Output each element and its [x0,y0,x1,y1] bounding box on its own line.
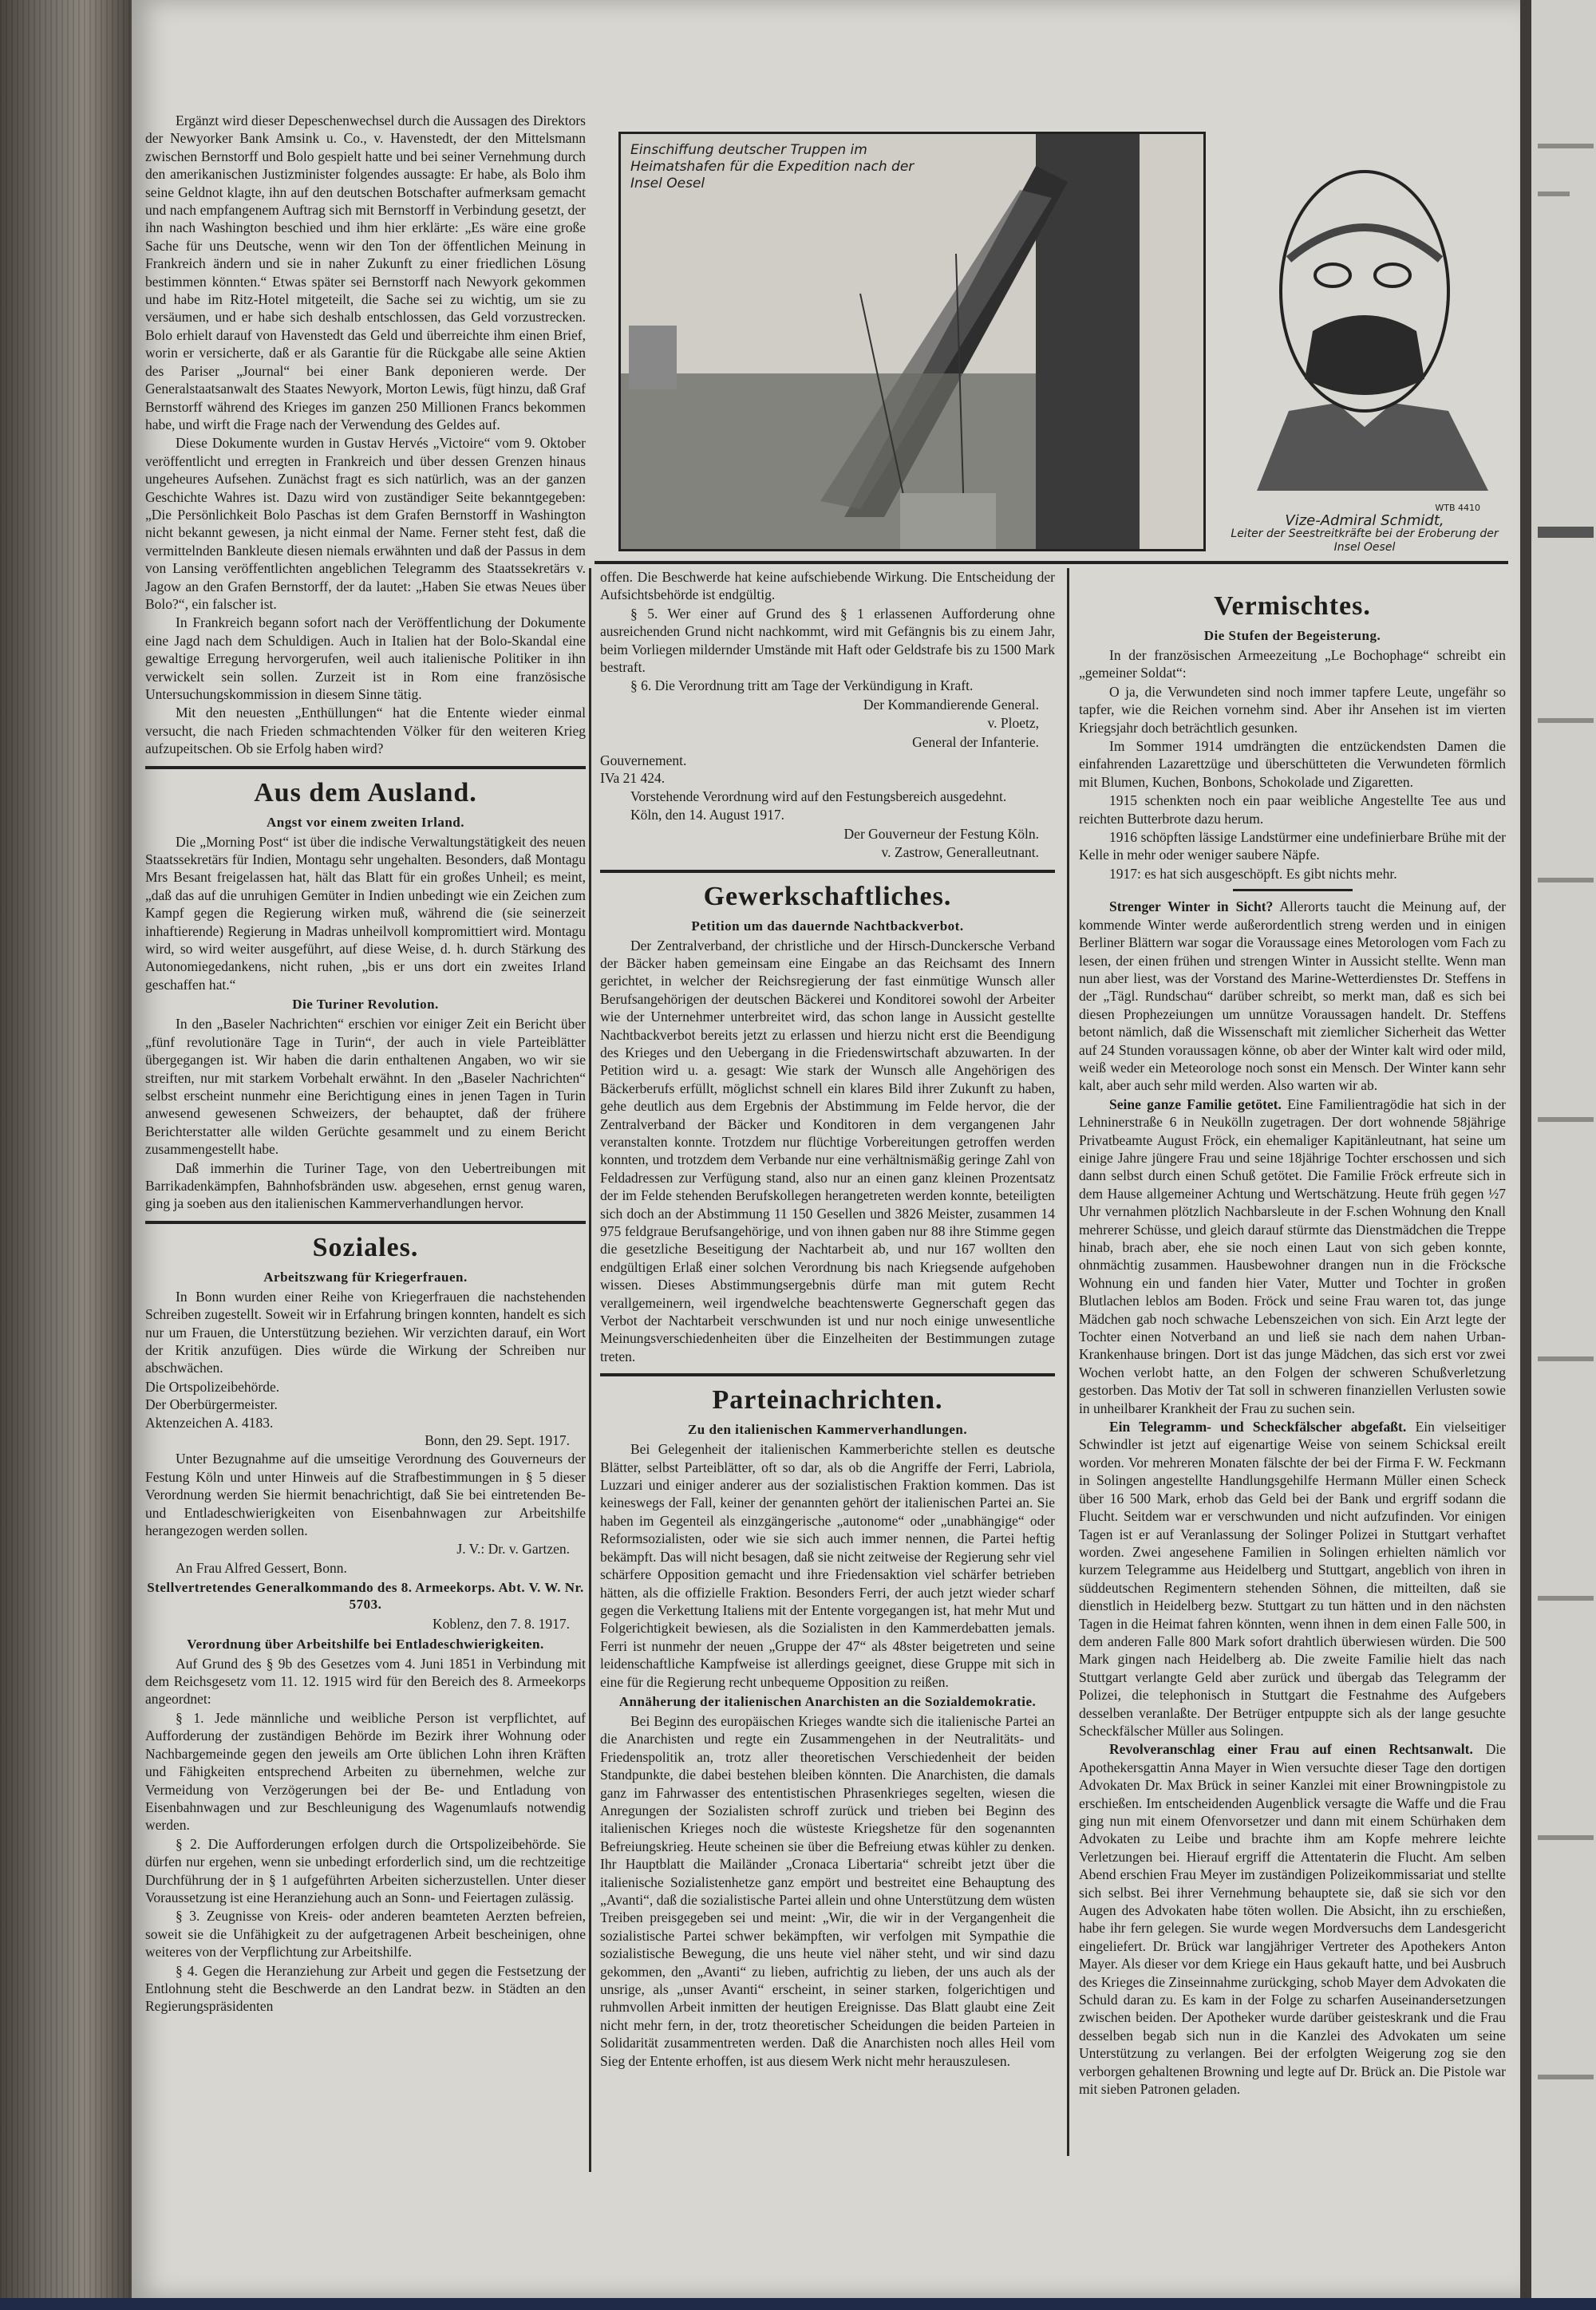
paragraph: § 4. Gegen die Heranziehung zur Arbeit und gegen die Festsetzung der Entlohnung steht die Beschwerde an den Landrat bezw. in Städten an den Regierungspräsidenten [145,1962,586,2015]
signature-line: J. V.: Dr. v. Gartzen. [456,1541,570,1558]
article-headline: Annäherung der italienischen Anarchisten an die Sozialdemokratie. [618,1693,1037,1709]
paragraph: § 1. Jede männliche und weibliche Person ist verpflichtet, auf Aufforderung der zuständigen Behörde im Bezirk ihrer Wohnung oder Nachbargemeinde gegen den jeweils am Orte üblichen Lohn ihren Kräften und Fähigkeiten entsprechend Arbeiten zu übernehmen, welche zur Vermeidung von Verzögerungen bei der Be- und Entladung von Eisenbahnwagen und zur Beschleunigung des Wagenumlaufs notwendig werden. [145,1709,586,1834]
paragraph: In den „Baseler Nachrichten“ erschien vor einiger Zeit ein Bericht über „fünf revolutionäre Tage in Turin“, der auch in viele Parteiblätter übergegangen ist. Wir haben die darin enthaltenen Angaben, wo wir sie streiften, nur mit starkem Vorbehalt erwähnt. In den „Baseler Nachrichten“ selbst erscheint nunmehr eine Berichtigung eines in jenen Tagen in Turin anwesend gewesenen Schweizers, der behauptet, daß der frühere Berichterstatter alle wilden Gerüchte gesammelt und zu einem Bericht zusammengestellt habe. [145,1016,586,1158]
paragraph: § 6. Die Verordnung tritt am Tage der Verkündigung in Kraft. [630,677,974,694]
paragraph: Die „Morning Post“ ist über die indische Verwaltungstätigkeit des neuen Staatssekretärs für Indien, Montagu sehr ungehalten. Besonders, daß Montagu Mrs Besant freigelassen hat, hält das Blatt für ein großes Unheil; es meint, „daß das auf die unruhigen Gemüter in Indien unbedingt wie ein Zeichen zum Kampf gegen die Regierung wirken muß, während die (sie seinerzeit inhaftierende) Regierung in Madras unheilvoll kompromittiert wird. Montagu wird, so wird weiter ausgeführt, auf diese Weise, d. h. durch Stärkung des Autonomiegedankens, nicht ruhen, „bis er uns dort ein zweites Irland geschaffen hat.“ [145,833,586,993]
news-item [1079,1740,1506,2098]
section-heading: Soziales. [312,1232,419,1262]
portrait-name: Vize-Admiral Schmidt, [1285,512,1444,529]
paragraph: O ja, die Verwundeten sind noch immer tapfere Leute, ungefähr so tapfer, wie die Reichen vornehm sind. Aber ihr Ansehen ist im vierten Kriegsjahr doch beträchtlich gesunken. [1079,683,1506,736]
column-right [1079,582,1506,2099]
adjacent-page-edge [1520,0,1596,2298]
article-headline: Arbeitszwang für Kriegerfrauen. [263,1269,468,1285]
paragraph: Der Zentralverband, der christliche und der Hirsch-Dunckersche Verband der Bäcker haben gemeinsam eine Eingabe an das Reichsamt des Innern gerichtet, in welcher der Reichsregierung der fast einmütige Wunsch aller Berufsangehörigen der deutschen Bäckerei und Konditorei sowohl der Arbeiter wie der Unternehmer unterbreitet wird, das schon lange in Aussicht gestellte Nachtbackverbot bereits jetzt zu erlassen und hierzu nicht erst die Beendigung des Krieges und den Uebergang in die Friedenswirtschaft abzuwarten. In der Petition wird u. a. gesagt: Wie stark der Wunsch alle Angehörigen des Bäckerberufs erfüllt, möglichst schnell ein klares Bild ihrer Zukunft zu haben, gehe deutlich aus dem Ergebnis der Abstimmung im Felde hervor, die der Zentralverband der Bäcker und Konditoren in dem vergangenen Jahr veranstalten konnte. Trotzdem nur flüchtige Vorbereitungen getroffen werden konnten, und trotzdem dem Verbande nur eine verhältnismäßig geringe Zahl von Feldadressen zur Verfügung stand, also nur an einen ganz kleinen Prozentsatz der im Felde stehenden Berufskollegen herangetreten werden konnte, beteiligten sich doch an der Abstimmung 11 150 Gesellen und 3826 Meister, zusammen 14 975 feldgraue Berufsangehörige, und von ihnen gaben nur 88 ihre Stimme gegen die gesetzliche Beseitigung der Nachtarbeit ab, und nur 167 wollten den endgültigen Erlaß einer solchen Verordnung bis nach Kriegsende aufgehoben wissen. Dieses Abstimmungsergebnis dürfe man mit gutem Recht verallgemeinern, weil irgendwelche beachtenswerte Gegnerschaft gegen das Verbot der Nachtarbeit verschwunden ist und nur noch einige unwesentliche Meinungsverschiedenheiten über die Einzelheiten der Bestimmungen zutage treten. [600,937,1055,1364]
admiral-portrait-drawing [1225,140,1504,491]
section-heading: Aus dem Ausland. [254,777,477,808]
news-item-headline: Ein Telegramm- und Scheckfälscher abgefaßt. [1109,1419,1407,1435]
article-headline: Zu den italienischen Kammerverhandlungen. [687,1422,968,1438]
news-item-text: Die Apothekersgattin Anna Mayer in Wien versuchte dieser Tage den dortigen Advokaten Dr. Max Brück in seiner Kanzlei mit einer Browningpistole zu erschießen. Im entscheidenden Augenblick versagte die Waffe und die Frau ging nun mit einem Ofenvorsetzer und dann mit einem Schürhaken dem Advokaten zu Leibe und brachte ihm am Kopfe mehrere leichte Verletzungen bei. Hierauf ergriff die Attentaterin die Flucht. Am selben Abend erschien Frau Meyer im zuständigen Polizeikommissariat und stellte sich selbst. Bei ihrer Vernehmung behauptete sie, daß sie sich vor den Augen des Advokaten habe töten wollen. Die Absicht, ihn zu erschießen, habe ihr fern gelegen. Sie wurde wegen Mordversuchs dem Landesgericht eingeliefert. Dr. Brück war langjähriger Vertreter des Apothekers Anton Mayer. Als dieser vor dem Kriege ein Haus gekauft hatte, und bei Ausbruch des Krieges die Zinseinnahme zurückging, schob Mayer dem Advokaten die Schuld daran zu. Es kam in der Folge zu scharfen Auseinandersetzungen zwischen beiden. Der Apotheker wurde darüber geisteskrank und die Frau desselben begab sich nun in die Kanzlei des Advokaten um seine Unterstützung zu verlangen. Bei der erfolgten Weigerung zog sie den verborgen gehaltenen Browning und legte auf Dr. Brück an. Die Pistole war mit sieben Patronen geladen. [1079,1741,1506,2098]
portrait-caption [1225,514,1504,555]
signature-line: v. Zastrow, Generalleutnant. [881,844,1039,861]
book-binding-edge [0,0,142,2298]
item-separator [1233,889,1353,891]
paragraph: An Frau Alfred Gessert, Bonn. [176,1559,347,1576]
signature-line: General der Infanterie. [912,733,1039,750]
paragraph: Diese Dokumente wurden in Gustav Hervés „Victoire“ vom 9. Oktober veröffentlicht und erregten in Frankreich und über dessen Grenzen hinaus ungeheures Aufsehen. Zunächst fragt es sich natürlich, was an der ganzen Geschichte Wahres ist. Dazu wird von zuständiger Seite bekanntgegeben: „Die Persönlichkeit Bolo Paschas ist dem Grafen Bernstorff in Washington nicht bekannt gewesen, ja nicht einmal der Name. Ferner steht fest, daß die vermittelnden Bankleute diesen niemals erwähnten und daß der Passus in dem von Lansing veröffentlichten angeblichen Telegramm des Staatssekretärs v. Jagow an den Grafen Bernstorff, der da lautet: „Haben Sie etwas Neues über Bolo?“, ein falscher ist. [145,435,586,612]
illustrations [618,128,1504,559]
news-item [1079,1096,1506,1417]
news-item-headline: Strenger Winter in Sicht? [1109,898,1274,915]
troops-ship-drawing [621,134,1203,549]
article-headline: Stellvertretendes Generalkommando des 8. Armeekorps. Abt. V. W. Nr. 5703. [147,1580,584,1613]
section-heading: Gewerkschaftliches. [703,881,952,911]
column-middle [600,568,1055,2071]
signature-line: Der Gouverneur der Festung Köln. [843,825,1039,842]
signature-line: Der Kommandierende General. [863,696,1039,713]
news-item-text: Eine Familientragödie hat sich in der Lehninerstraße 6 in Neukölln zugetragen. Der dort wohnende 58jährige Privatbeamte August Fröck, ein ehemaliger Kapitänleutnant, hat seine um einige Jahre jüngere Frau und seine 18jährige Tochter erschossen und sich dann selbst durch einen Schuß getötet. Die Familie Fröck erfreute sich in dem Hause allgemeiner Achtung und Wertschätzung. Heute früh gegen ½7 Uhr vernahmen plötzlich Nachbarsleute in der F.schen Wohnung den Knall mehrerer Schüsse, und gleich darauf stürmte das Dienstmädchen die Treppe hinab, brach aber, ehe sie noch einen Laut von sich geben konnte, ohnmächtig zusammen. Hausbewohner drangen nun in die Fröcksche Wohnung ein und fanden hier Vater, Mutter und Tochter in großen Blutlachen leblos am Boden. Fröck und seine Frau waren tot, das junge Mädchen gab noch schwache Lebenszeichen von sich. Ein Arzt legte der Tochter einen Notverband an und ließ sie nach dem nahen Urban-Krankenhause bringen. Dort ist das junge Mädchen, das sich erst vor zwei Wochen verlobt hatte, an den Folgen der schweren Schußverletzung gestorben. Das Motiv der Tat soll in schweren finanziellen Verlusten sowie in unheilbarer Krankheit der Frau zu suchen sein. [1079,1096,1506,1416]
section-divider [595,561,1508,564]
paragraph: § 3. Zeugnisse von Kreis- oder anderen beamteten Aerzten befreien, soweit sie die Unfähigkeit zu der aufgetragenen Arbeit bescheinigen, ohne weiteres von der Verpflichtung zur Arbeitshilfe. [145,1908,586,1961]
paragraph: In Bonn wurden einer Reihe von Kriegerfrauen die nachstehenden Schreiben zugestellt. Soweit wir in Erfahrung bringen konnten, handelt es sich nur um Frauen, die Unterstützung beziehen. Wir verzichten darauf, ein Wort der Kritik anzufügen. Dies würde die Wirkung der Schreiben nur abschwächen. [145,1288,586,1376]
column-divider [1067,568,1069,2156]
news-item-headline: Seine ganze Familie getötet. [1109,1096,1282,1112]
paragraph: Bei Beginn des europäischen Krieges wandte sich die italienische Partei an die Anarchisten und regte ein Zusammengehen in der Neutralitäts- und Friedenspolitik an, trotz aller theoretischen Verschiedenheit der beiden Standpunkte, die dabei bestehen bleiben könnten. Die Anarchisten, die damals ganz im Fahrwasser des ententistischen Phrasenkrieges segelten, wiesen die Anregungen der Sozialisten schroff zurück und trieben bei Beginn des italienischen Krieges noch die wüsteste Kriegshetze für den sogenannten Befreiungskrieg. Heute scheinen sie über die Befreiung etwas kühler zu denken. Ihr Hauptblatt die Mailänder „Cronaca Libertaria“ schreibt jetzt über die italienische Sozialistenhetze ganz empört und bestreitet eine Behauptung des „Avanti“, daß die sozialistische Partei allein und ohne Unterstützung dem wüsten Treiben preisgegeben sei und meint: „Wir, die wir in der Vergangenheit die sozialistische Partei schwer bekämpften, wir verfolgen mit Sympathie die sozialistische Bewegung, die uns heute viel näher steht, und wir sind dazu gekommen, den „Avanti“ zu lieben, aufrichtig zu lieben, der uns auch als der unsrige, als „unser Avanti“ erscheint, in seiner starken, folgerichtigen und ruhmvollen Arbeit inmitten der heutigen Ereignisse. Das Blatt glaubt eine Zeit nicht mehr fern, in der, trotz theoretischer Scheidungen die beiden Parteien in Solidarität zusammentreten werden. Daß die Anarchisten noch alles Heil vom Sieg der Entente erhoffen, ist aus diesem Werk nicht mehr herauszulesen. [600,1712,1055,2069]
paragraph: In Frankreich begann sofort nach der Veröffentlichung der Dokumente eine Jagd nach dem Schuldigen. Auch in Italien hat der Bolo-Skandal eine gewaltige Erregung hervorgerufen, weil auch italienische Politiker in ihn verwickelt sein sollen. Zurzeit ist in Rom eine französische Untersuchungskommission in diesem Sinne tätig. [145,614,586,702]
article-headline: Die Stufen der Begeisterung. [1203,628,1381,643]
paragraph: 1917: es hat sich ausgeschöpft. Es gibt nichts mehr. [1109,865,1397,882]
column-divider [589,568,591,2172]
paragraph: 1915 schenkten noch ein paar weibliche Angestellte Tee aus und reichten Butterbrote dazu herum. [1079,792,1506,827]
section-rule [145,766,586,769]
paragraph: Köln, den 14. August 1917. [630,807,784,823]
paragraph: offen. Die Beschwerde hat keine aufschiebende Wirkung. Die Entscheidung der Aufsichtsbehörde ist endgültig. [600,569,1055,603]
news-item [1079,898,1506,1094]
news-item [1079,1418,1506,1739]
paragraph: Mit den neuesten „Enthüllungen“ hat die Entente wieder einmal versucht, die nach Frieden schmachtenden Völker für den weiteren Krieg aufzupeitschen. Ob sie Erfolg haben wird? [145,705,586,757]
section-rule [145,1221,586,1224]
paragraph: Vorstehende Verordnung wird auf den Festungsbereich ausgedehnt. [630,788,1007,804]
paragraph: 1916 schöpften lässige Landstürmer eine undefinierbare Brühe mit der Kelle in mehr oder weniger saubere Näpfe. [1079,829,1506,863]
section-rule [600,870,1055,873]
article-headline: Verordnung über Arbeitshilfe bei Entladeschwierigkeiten. [187,1636,544,1652]
paragraph: Bei Gelegenheit der italienischen Kammerberichte stellen es deutsche Blätter, selbst Parteiblätter, oft so dar, als ob die Angriffe der Ferri, Labriola, Luzzari und einiger anderer aus der sozialistischen Fraktion kommen. Das ist keineswegs der Fall, keiner der genannten gehört der italienischen Partei an. Sie haben im Gegenteil als einzgängerische „autonome“ oder „unabhängige“ oder Reformsozialisten, oder wie sie sich auch immer nennen, die Partei heftig bekämpft. Das will nicht besagen, daß sie nicht zeitweise der Regierung sehr viel schärfere Opposition gemacht und ihre Friedensaktion viel schärfer betrieben hätten, als die offizielle Fraktion. Besonders Ferri, der auch jetzt wieder scharf gegen die Verkettung Italiens mit der Entente vorgegangen ist, hat mehr Mut und Folgerichtigkeit bewiesen, als die Sozialisten in den Kammerdebatten jemals. Ferri ist nunmehr der neuen „Gruppe der 47“ als 48ster beigetreten und seine leidenschaftliche Kampfweise ist allerdings geeignet, diese Gruppe mit sich in eine für die Regierung recht unbequeme Opposition zu reißen. [600,1441,1055,1690]
portrait-credit: WTB 4410 [1435,503,1480,513]
document-reference: IVa 21 424. [600,770,666,787]
troops-caption: Einschiffung deutscher Truppen im Heimatshafen für die Expedition nach der Insel Oesel [630,142,915,192]
article-headline: Angst vor einem zweiten Irland. [267,814,464,830]
portrait-illustration [1225,140,1504,555]
signature-line: v. Ploetz, [987,715,1039,732]
document-reference: Die Ortspolizeibehörde. [145,1378,280,1395]
article-headline: Die Turiner Revolution. [292,997,439,1013]
paragraph: In der französischen Armeezeitung „Le Bochophage“ schreibt ein „gemeiner Soldat“: [1079,647,1506,681]
paragraph: Ergänzt wird dieser Depeschenwechsel durch die Aussagen des Direktors der Newyorker Bank Amsink u. Co., v. Havenstedt, der den Mittelsmann zwischen Bernstorff und Bolo gespielt hatte und bei seiner Vernehmung durch den amerikanischen Justizminister folgendes aussagte: Er habe, als Bolo ihm seine Geldnot klagte, ihn auf den deutschen Botschafter aufmerksam gemacht und nach empfangenem Auftrag sich mit Bernstorff in Verbindung gesetzt, der ihn nach Washington beschied und ihm hier erklärte: „Es wäre eine große Sache für uns Deutsche, wenn wir den Ton der öffentlichen Meinung in Frankreich ändern und sie in naher Zukunft zu einer friedlichen Lösung bestimmen könnten.“ Etwas später sei Bernstorff nach Newyork gekommen und habe im Ritz-Hotel mitgeteilt, die Sache sei zu wichtig, um sie zu versäumen, und er habe sich deshalb entschlossen, das Geld vorzustrecken. Bolo erhielt darauf von Havenstedt das Geld und überreichte ihm einen Brief, worin er versicherte, daß er als Garantie für die Rückgabe alle seine Aktien des Pariser „Journal“ bei einer Bank deponieren werde. Der Generalstaatsanwalt des Staates Newyork, Morton Lewis, fügt hinzu, daß Graf Bernstorff während des Krieges im ganzen 250 Millionen Francs bekommen habe, und wirft die Frage nach der Verwendung des Geldes auf. [145,113,586,432]
portrait-caption-text: Leiter der Seestreitkräfte bei der Eroberung der Insel Oesel [1231,527,1499,554]
paragraph: § 5. Wer einer auf Grund des § 1 erlassenen Aufforderung ohne ausreichenden Grund nicht nachkommt, wird mit Gefängnis bis zu einem Jahr, beim Vorliegen mildernder Umstände mit Haft oder Geldstrafe bis zu 1500 Mark bestraft. [600,605,1055,676]
paragraph: § 2. Die Aufforderungen erfolgen durch die Ortspolizeibehörde. Sie dürfen nur ergehen, wenn sie unbedingt erforderlich sind, um die rechtzeitige Durchführung der in § 1 aufgeführten Arbeiten sicherzustellen. Unter dieser Voraussetzung ist eine Heranziehung auch an Sonn- und Feiertagen zulässig. [145,1835,586,1905]
column-left [145,112,586,2016]
section-rule [600,1373,1055,1376]
section-heading: Parteinachrichten. [712,1385,943,1416]
article-headline: Petition um das dauernde Nachtbackverbot. [691,918,964,934]
signature-line: Koblenz, den 7. 8. 1917. [432,1616,570,1633]
paragraph: Daß immerhin die Turiner Tage, von den Uebertreibungen mit Barrikadenkämpfen, Bahnhofsbränden usw. abgesehen, ernst genug waren, ging ja soeben aus den italienischen Kammerverhandlungen hervor. [145,1159,586,1212]
paragraph: Auf Grund des § 9b des Gesetzes vom 4. Juni 1851 in Verbindung mit dem Reichsgesetz vom 11. 12. 1915 wird für den Bereich des 8. Armeekorps angeordnet: [145,1655,586,1708]
paragraph: Im Sommer 1914 umdrängten die entzückendsten Damen die einfahrenden Lazarettzüge und überschütteten die Verwundeten förmlich mit Blumen, Kuchen, Bonbons, Schokolade und Zigaretten. [1079,738,1506,790]
document-reference: Der Oberbürgermeister. [145,1396,278,1413]
document-reference: Gouvernement. [600,752,687,769]
troops-embarkation-illustration [618,132,1206,551]
signature-line: Bonn, den 29. Sept. 1917. [425,1432,570,1448]
news-item-headline: Revolveranschlag einer Frau auf einen Rechtsanwalt. [1109,1741,1473,1758]
news-item-text: Ein vielseitiger Schwindler ist jetzt auf eigenartige Weise von seinem Schicksal ereilt worden. Vor mehreren Monaten fälschte der bei der Firma F. W. Feckmann in Solingen angestellte Handlungsgehilfe Hermann Müller einen Scheck über 16 500 Mark, erhob das Geld bei der Bank und ergriff sodann die Flucht. Seitdem war er verschwunden und nicht aufzufinden. Vor einigen Tagen ist er auf Veranlassung der Solinger Polizei in Stuttgart verhaftet worden. Zwei angesehene Familien in Solingen erhielten nämlich vor kurzem Telegramme aus Heidelberg und Stuttgart, angeblich von ihren in süddeutschen Regimentern stehenden Söhnen, die mitteilten, daß sie dienstlich in Heidelberg bezw. Stuttgart zu tun hätten und in den nächsten Tagen in die Heimat fahren könnten, wenn ihnen in dem einen Falle 500, in dem anderen Falle 800 Mark sofort drahtlich überwiesen würden. Die 500 Mark gingen nach Heidelberg ab. Die zweite Familie hielt das nach Stuttgart verlangte Geld aber zurück und übergab das Telegramm der Polizei, die telephonisch in Stuttgart die Festnahme des Aufgebers desselben veranlaßte. Der Betrüger entpuppte sich als der lange gesuchte Scheckfälscher Müller aus Solingen. [1079,1419,1507,1739]
news-item-text: Allerorts taucht die Meinung auf, der kommende Winter werde außerordentlich streng werden und in einigen Berliner Blättern war sogar die Voraussage eines Metorologen vom Fach zu lesen, der einen frühen und strengen Winter in Aussicht stellte. Wenn man nun aber liest, was der Vorstand des Marine-Wetterdienstes Dr. Steffens in der „Tägl. Rundschau“ darüber schreibt, so merkt man, daß es sich bei diesen Prophezeiungen um unnütze Voraussagen handelt. Dr. Steffens betont nämlich, daß die Wissenschaft mit ziemlicher Sicherheit das Wetter auf 24 Stunden voraussagen könne, ob aber der Winter kalt wird oder mild, weiß weder ein Meteorologe noch sonst ein Mensch. Der Winter kann sehr kalt, aber auch sehr mild werden. Also warten wir ab. [1079,898,1506,1094]
section-heading: Vermischtes. [1214,591,1371,621]
document-reference: Aktenzeichen A. 4183. [145,1414,274,1431]
paragraph: Unter Bezugnahme auf die umseitige Verordnung des Gouverneurs der Festung Köln und unter Hinweis auf die Strafbestimmungen in § 5 dieser Verordnung werden Sie hiermit benachrichtigt, daß Sie bei eintretenden Be- und Entladeschwierigkeiten von Eisenbahnwagen zur Arbeitshilfe herangezogen werden sollen. [145,1451,586,1539]
